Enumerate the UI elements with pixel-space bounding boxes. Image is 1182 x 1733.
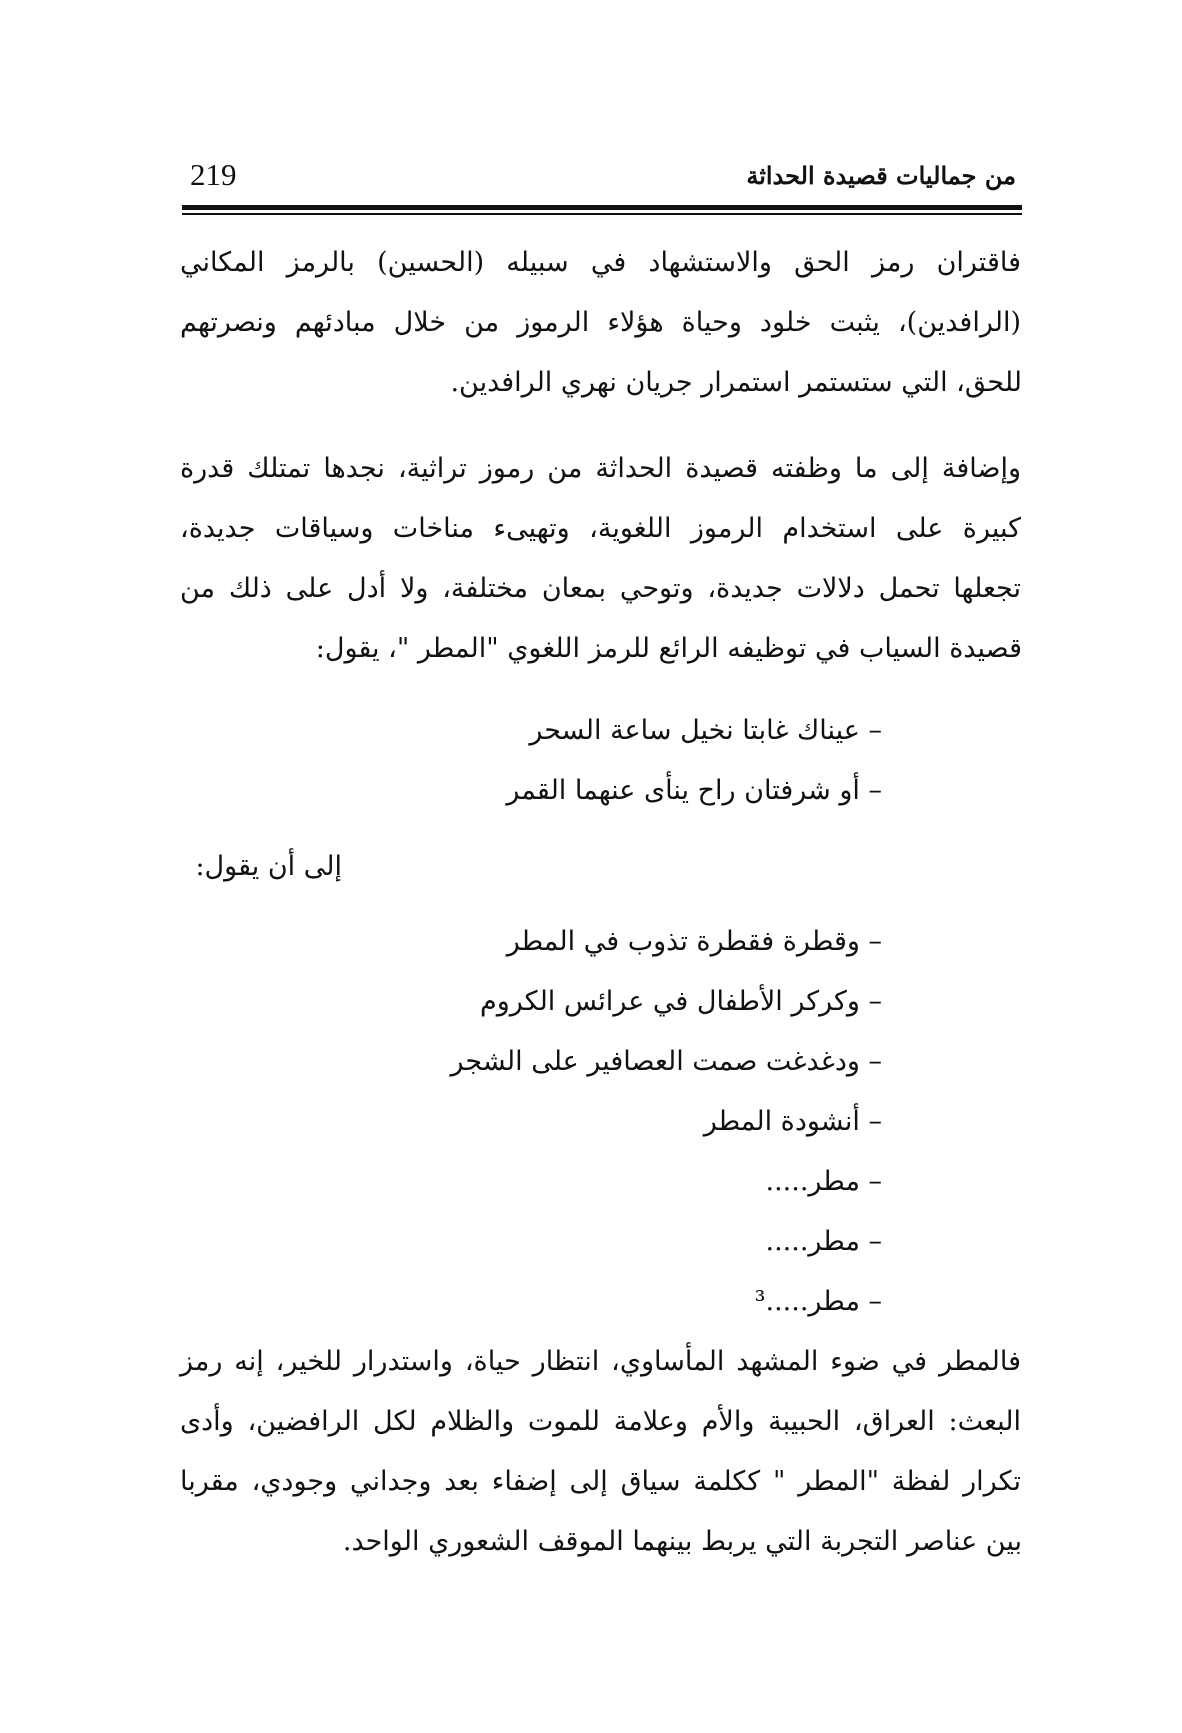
transition-text: إلى أن يقول: [195, 851, 342, 882]
paragraph-3-line-4: بين عناصر التجربة التي يربط بينهما الموقف الشعوري الواحد. [342, 1526, 1022, 1557]
paragraph-2-line-3: تجعلها تحمل دلالات جديدة، وتوحي بمعان مختلفة، ولا أدل على ذلك من [180, 573, 1021, 604]
paragraph-1-line-2: (الرافدين)، يثبت خلود وحياة هؤلاء الرموز من خلال مبادئهم ونصرتهم [180, 307, 1021, 338]
paragraph-2-line-4: قصيدة السياب في توظيفه الرائع للرمز اللغوي "المطر "، يقول: [315, 633, 1022, 664]
verse-line: – ودغدغت صمت العصافير على الشجر [450, 1046, 882, 1077]
page-number: 219 [190, 157, 237, 192]
verse-line-with-footnote: – مطر.....³ [754, 1286, 882, 1317]
paragraph-2-line-2: كبيرة على استخدام الرموز اللغوية، وتهيىء مناخات وسياقات جديدة، [180, 513, 1021, 544]
header-rule-thick [182, 205, 1022, 210]
running-title: من جماليات قصيدة الحداثة [746, 161, 1016, 190]
verse-line: – وقطرة فقطرة تذوب في المطر [506, 926, 882, 957]
paragraph-3-line-3: تكرار لفظة "المطر " ككلمة سياق إلى إضفاء بعد وجداني وجودي، مقربا [180, 1466, 1021, 1497]
verse-line: – عيناك غابتا نخيل ساعة السحر [529, 715, 882, 746]
page-header [182, 155, 1022, 203]
paragraph-1-line-1: فاقتران رمز الحق والاستشهاد في سبيله (الحسين) بالرمز المكاني [180, 247, 1021, 278]
paragraph-3-line-2: البعث: العراق، الحبيبة والأم وعلامة للموت والظلام لكل الرافضين، وأدى [180, 1406, 1021, 1437]
verse-line: – أنشودة المطر [703, 1106, 882, 1137]
paragraph-3-line-1: فالمطر في ضوء المشهد المأساوي، انتظار حياة، واستدرار للخير، إنه رمز [180, 1346, 1021, 1377]
verse-line: – وكركر الأطفال في عرائس الكروم [480, 986, 882, 1017]
verse-line: – أو شرفتان راح ينأى عنهما القمر [506, 775, 882, 806]
verse-line: – مطر..... [765, 1226, 882, 1257]
verse-line: – مطر..... [765, 1166, 882, 1197]
paragraph-2-line-1: وإضافة إلى ما وظفته قصيدة الحداثة من رموز تراثية، نجدها تمتلك قدرة [180, 453, 1021, 484]
header-rule-thin [182, 213, 1022, 215]
paragraph-1-line-3: للحق، التي ستستمر استمرار جريان نهري الرافدين. [450, 367, 1022, 398]
